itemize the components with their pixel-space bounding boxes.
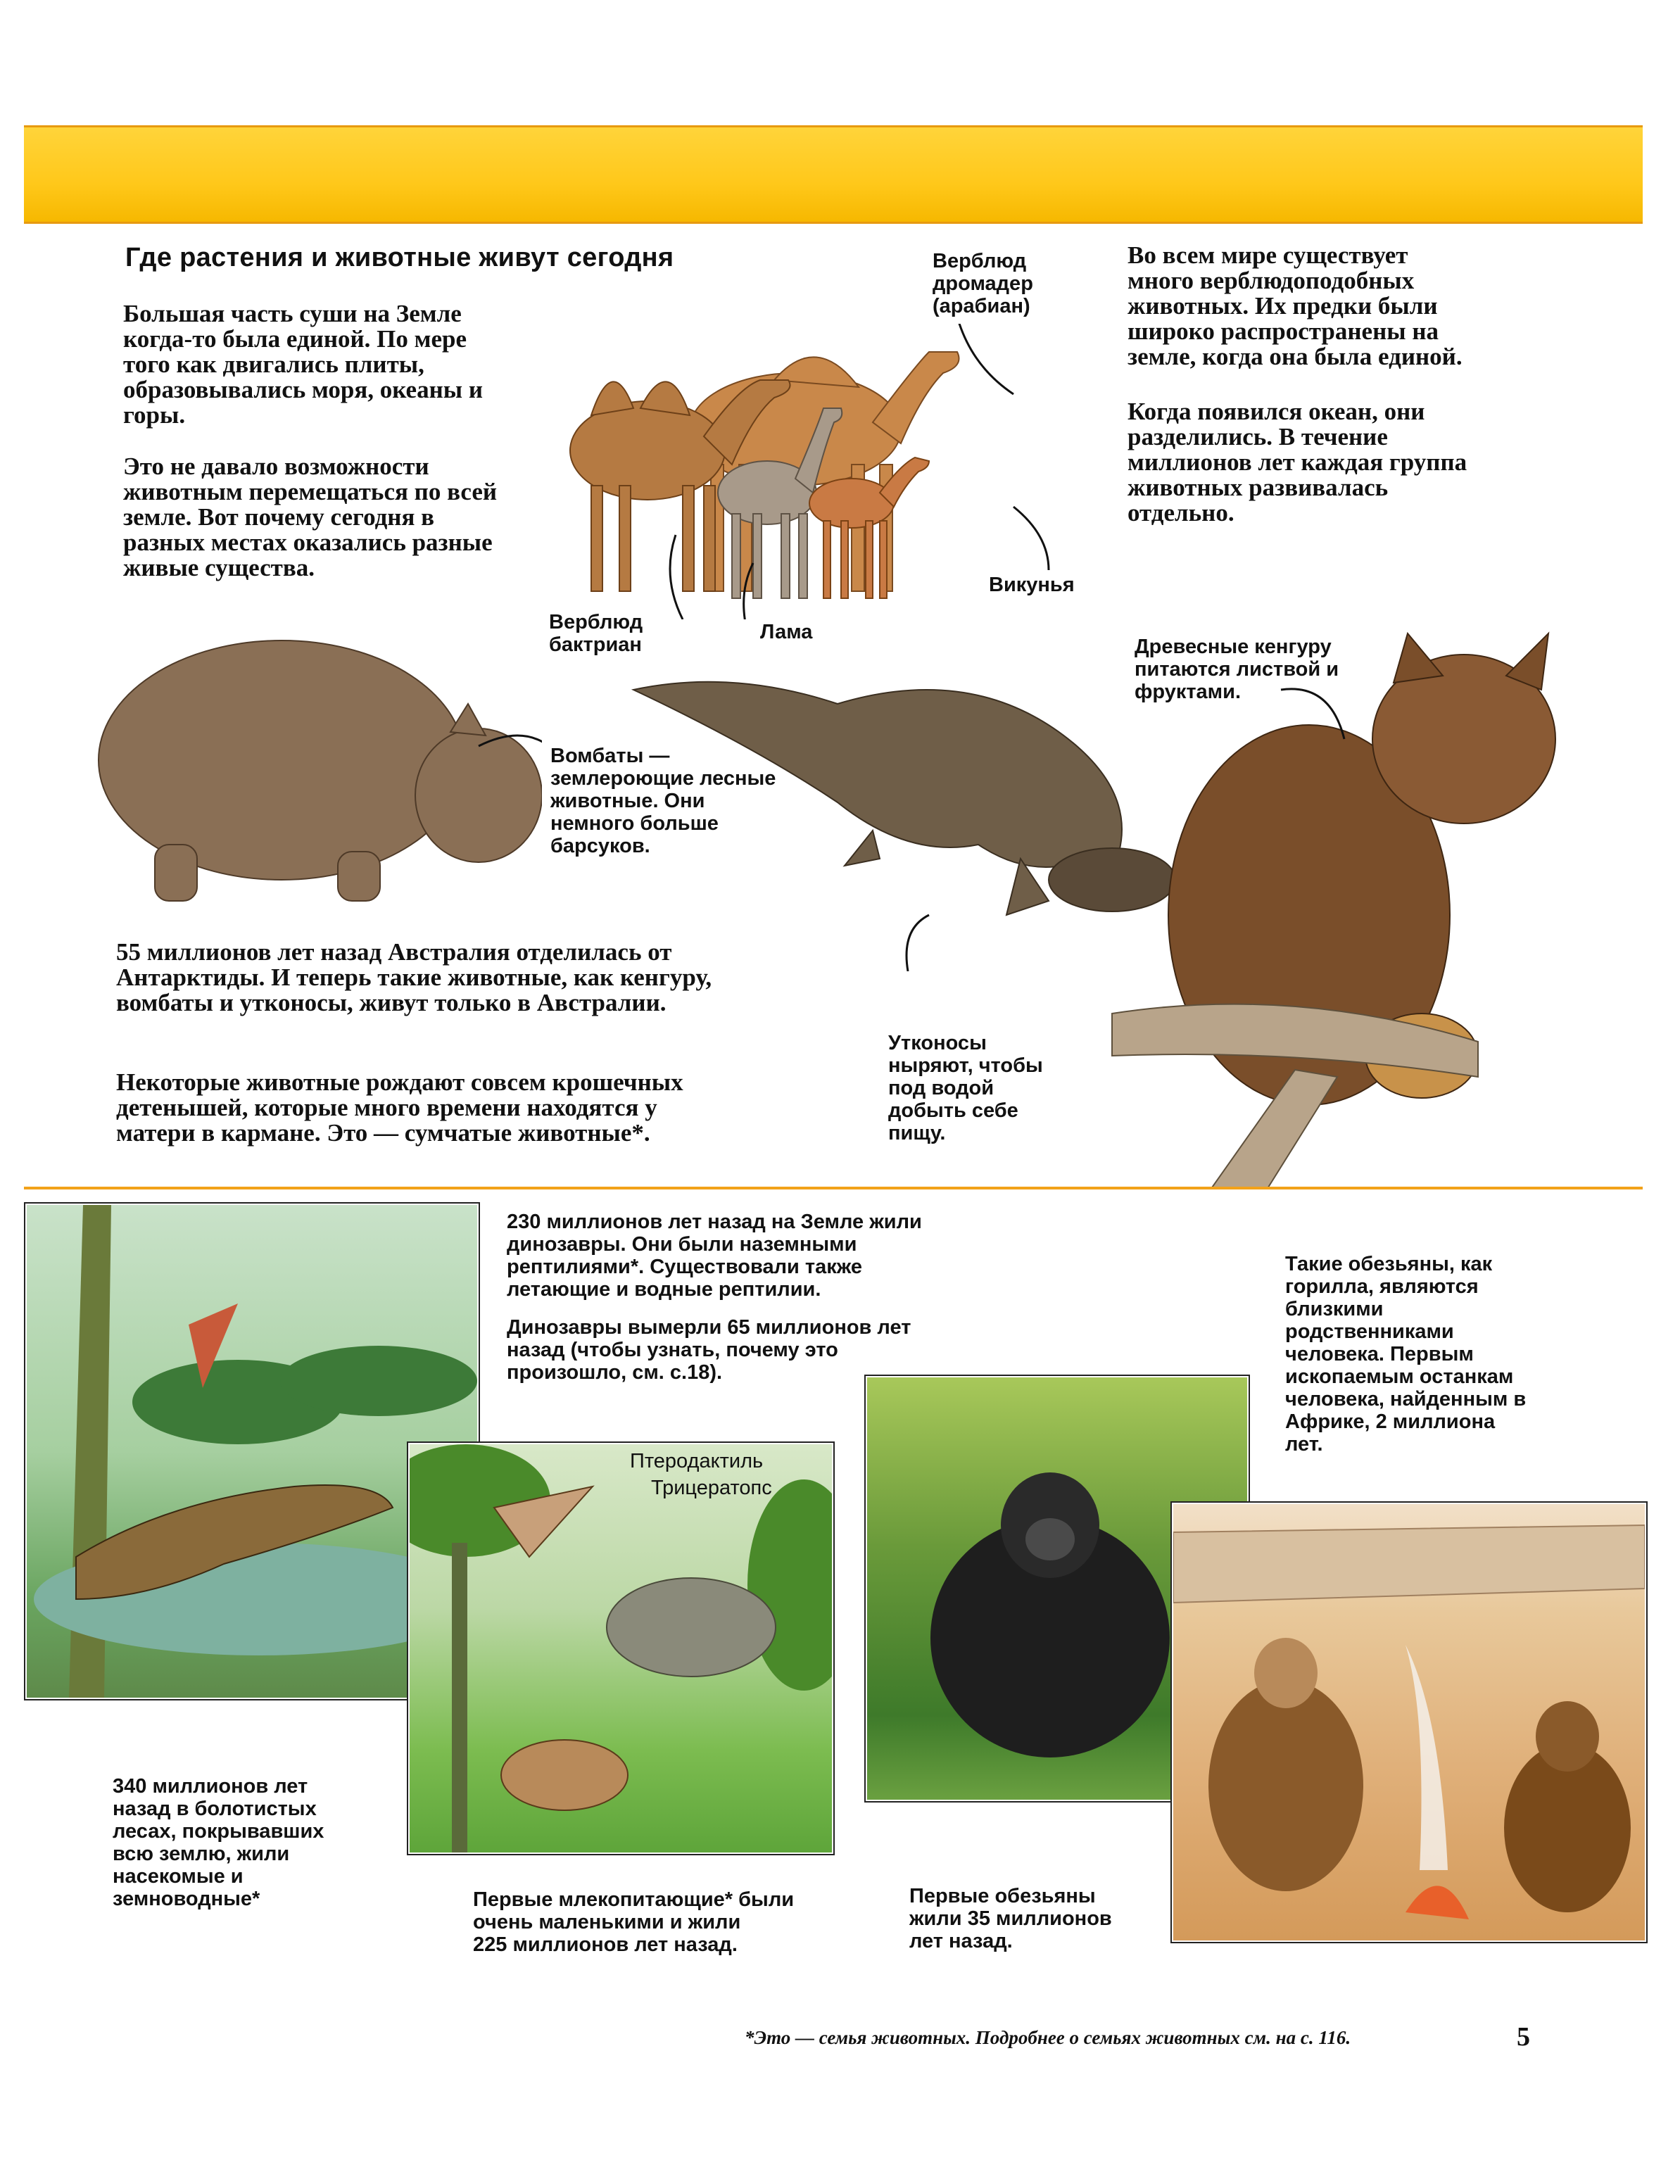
- caption-dinosaurs-2: Динозавры вымерли 65 миллионов лет назад (чтобы узнать, почему это произошло, см. с.18).: [507, 1316, 911, 1384]
- tree-kangaroo-illustration: [1084, 619, 1633, 1189]
- label-triceratops: Трицератопс: [651, 1477, 772, 1499]
- caption-mammals: Первые млекопитающие* были очень маленькими и жили 225 миллионов лет назад.: [473, 1888, 795, 1956]
- label-dromedary: Верблюд дромадер (арабиан): [933, 250, 1033, 317]
- caption-apes: Такие обезьяны, как горилла, являются близкими родственниками человека. Первым ископаемым останкам человека, найденным в Африке, 2 миллиона лет.: [1285, 1253, 1527, 1456]
- section-title: Где растения и животные живут сегодня: [125, 243, 674, 272]
- section-divider: [24, 1187, 1643, 1189]
- label-vicuna: Викунья: [989, 574, 1075, 596]
- label-llama: Лама: [760, 621, 813, 643]
- australia-paragraph: 55 миллионов лет назад Австралия отделилась от Антарктиды. И теперь такие животные, как кенгуру, вомбаты и утконосы, живут только в Австралии.: [116, 938, 712, 1016]
- early-humans-scene: [1172, 1503, 1646, 1942]
- footnote: *Это — семья животных. Подробнее о семьях животных см. на с. 116.: [745, 2027, 1351, 2048]
- intro-paragraph-1: Большая часть суши на Земле когда-то была единой. По мере того как двигались плиты, образовывались моря, океаны и горы.: [123, 300, 484, 429]
- marsupials-paragraph: Некоторые животные рождают совсем крошечных детенышей, которые много времени находятся у матери в кармане. Это — сумчатые животные*.: [116, 1068, 683, 1147]
- caption-monkeys: Первые обезьяны жили 35 миллионов лет назад.: [909, 1885, 1112, 1952]
- header-color-bar: [24, 125, 1643, 224]
- label-bactrian: Верблюд бактриан: [549, 611, 643, 656]
- caption-swamp: 340 миллионов лет назад в болотистых лесах, покрывавших всю землю, жили насекомые и земноводные*: [113, 1775, 324, 1910]
- wombat-illustration: [84, 612, 542, 922]
- label-wombat: Вомбаты — землероющие лесные животные. Они немного больше барсуков.: [550, 745, 776, 857]
- camels-paragraph-2: Когда появился океан, они разделились. В течение миллионов лет каждая группа животных развивалась отдельно.: [1128, 398, 1467, 526]
- page-number: 5: [1517, 2022, 1530, 2052]
- label-platypus: Утконосы ныряют, чтобы под водой добыть себе пищу.: [888, 1032, 1043, 1144]
- label-pterodactyl: Птеродактиль: [630, 1450, 764, 1472]
- dinosaur-scene: [408, 1443, 833, 1854]
- intro-paragraph-2: Это не давало возможности животным перемещаться по всей земле. Вот почему сегодня в разных местах оказались разные живые существа.: [123, 453, 498, 581]
- label-tree-kangaroo: Древесные кенгуру питаются листвой и фруктами.: [1135, 636, 1339, 703]
- camels-paragraph-1: Во всем мире существует много верблюдоподобных животных. Их предки были широко распространены на земле, когда она была единой.: [1128, 241, 1463, 370]
- caption-dinosaurs-1: 230 миллионов лет назад на Земле жили динозавры. Они были наземными рептилиями*. Существовали также летающие и водные рептилии.: [507, 1211, 922, 1301]
